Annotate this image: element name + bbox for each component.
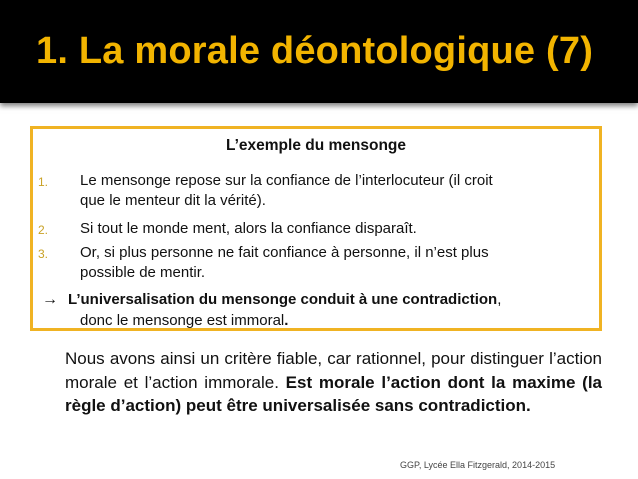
list-item <box>36 243 602 283</box>
example-box <box>30 126 602 331</box>
summary-paragraph <box>65 347 602 418</box>
arrow-right-icon: → <box>42 291 58 308</box>
conclusion-comma: , <box>497 291 502 308</box>
title-bar <box>0 0 638 103</box>
paragraph-normal: Nous avons ainsi un critère fiable, car rationnel, pour distinguer l’action morale et l’action immorale. <box>65 349 602 392</box>
paragraph-bold: Est morale l’action dont la maxime (la règle d’action) peut être universalisée sans contradiction. <box>65 372 603 415</box>
item-text-line: Si tout le monde ment, alors la confiance disparaît. <box>80 220 417 237</box>
list-item <box>36 219 602 239</box>
item-text-line: possible de mentir. <box>80 264 206 281</box>
item-number: 2. <box>38 223 49 237</box>
conclusion-line-2 <box>80 310 594 331</box>
conclusion-line-1 <box>68 289 594 310</box>
item-number: 3. <box>38 247 49 261</box>
conclusion-period: . <box>284 312 289 329</box>
conclusion-normal: donc le mensonge est immoral <box>80 312 285 329</box>
slide-title: 1. La morale déontologique (7) <box>36 30 594 72</box>
item-text-line: Or, si plus personne ne fait confiance à personne, il n’est plus <box>80 244 489 261</box>
list-item <box>36 171 602 211</box>
conclusion-bold: L’universalisation du mensonge conduit à une contradiction <box>68 291 498 308</box>
item-text-line: que le menteur dit la vérité). <box>80 192 266 209</box>
item-number: 1. <box>38 175 49 189</box>
footer-credit: GGP, Lycée Ella Fitzgerald, 2014-2015 <box>400 460 556 470</box>
item-text-line: Le mensonge repose sur la confiance de l’interlocuteur (il croit <box>80 172 493 189</box>
box-heading: L’exemple du mensonge <box>225 137 407 154</box>
